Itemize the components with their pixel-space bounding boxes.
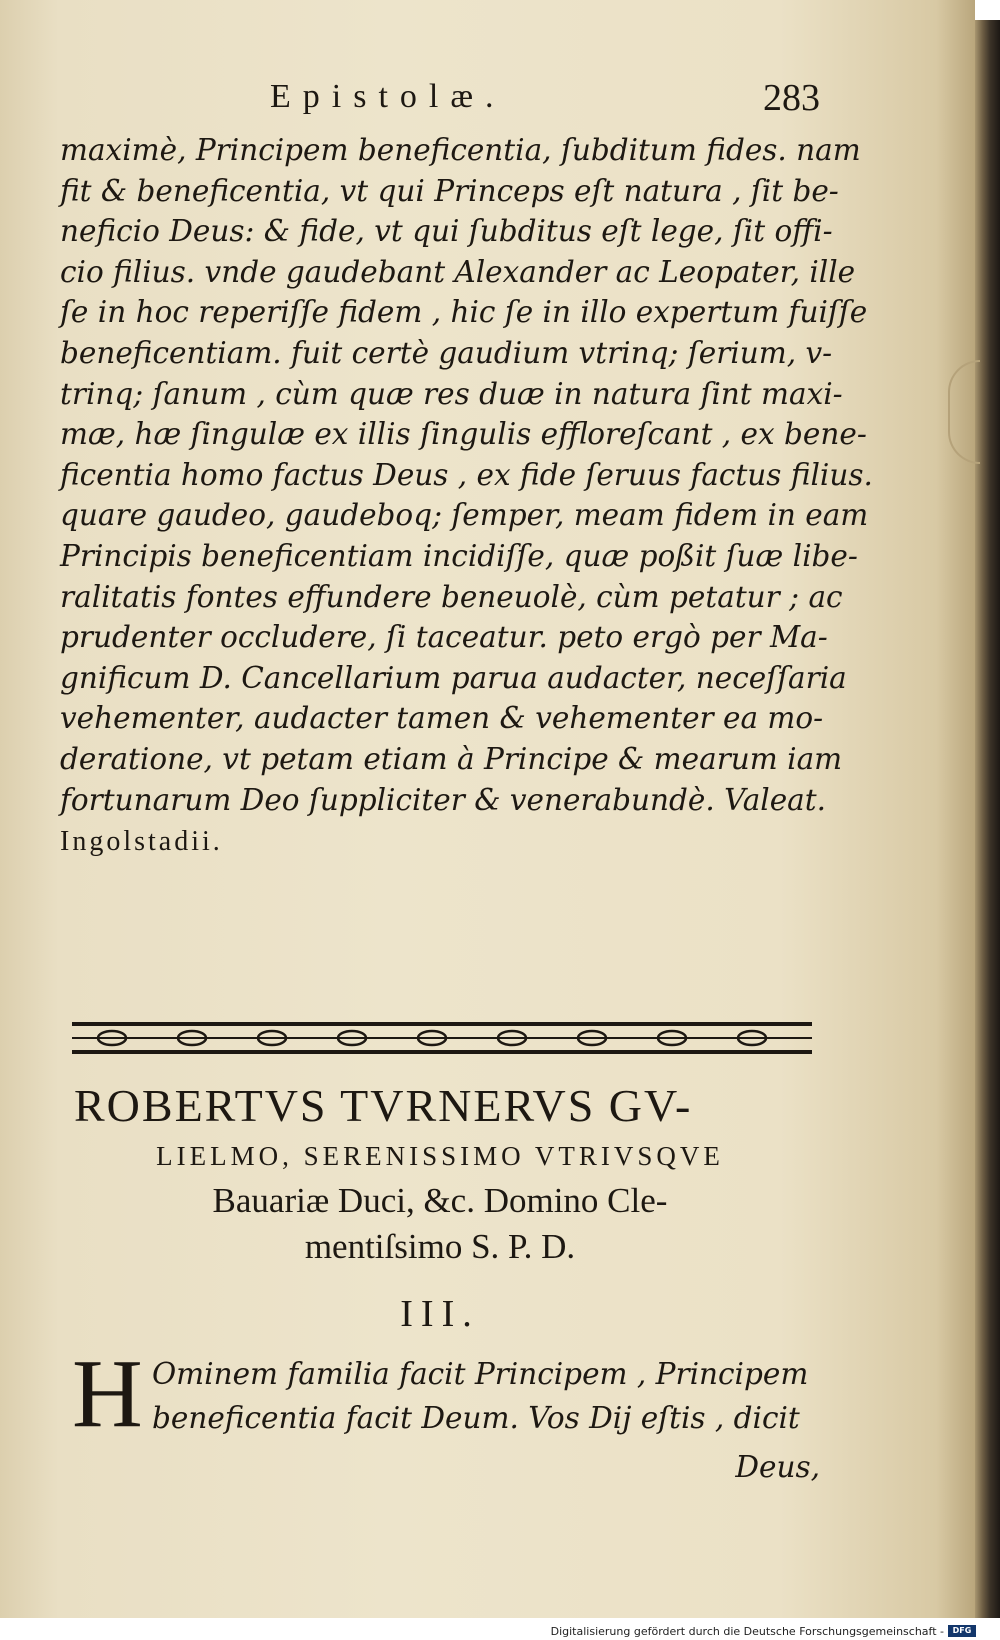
body-line: fortunarum Deo ſuppliciter & venerabundè. Valeat. bbox=[60, 782, 827, 817]
body-line: Principis beneficentiam incidiſſe, quæ poßit ſuæ libe- bbox=[60, 538, 858, 573]
heading-line: mentiſsimo S. P. D. bbox=[304, 1227, 576, 1266]
body-line: gnificum D. Cancellarium parua audacter, neceſſaria bbox=[60, 660, 847, 695]
letter-number: III. bbox=[400, 1293, 480, 1335]
main-text-block bbox=[60, 70, 873, 863]
heading-line: ROBERTVS TVRNERVS GV- bbox=[74, 1080, 693, 1131]
body-line: deratione, vt petam etiam à Principe & mearum iam bbox=[60, 741, 843, 776]
body-line: neficio Deus: & fide, vt qui ſubditus eſt lege, ſit offi- bbox=[60, 214, 833, 249]
body-line: beneficentiam. fuit certè gaudium vtrinq; ſerium, v- bbox=[60, 335, 833, 370]
body-line: fit & beneficentia, vt qui Princeps eſt natura , ſit be- bbox=[60, 173, 839, 208]
body-line: prudenter occludere, ſi taceatur. peto ergò per Ma- bbox=[60, 620, 828, 655]
body-line: vehementer, audacter tamen & vehementer ea mo- bbox=[60, 701, 824, 736]
body-line: quare gaudeo, gaudeboq; ſemper, meam fidem in eam bbox=[60, 498, 869, 533]
letter-line: Ominem familia facit Principem , Principem bbox=[152, 1357, 809, 1391]
running-head bbox=[60, 70, 820, 130]
heading-line: Bauariæ Duci, &c. Domino Cle- bbox=[212, 1181, 668, 1220]
body-line: maximè, Principem beneficentia, ſubditum fides. nam bbox=[60, 133, 861, 167]
running-head-title: Epistolæ. bbox=[270, 78, 506, 115]
digitization-credit: Digitalisierung gefördert durch die Deutsche Forschungsgemeinschaft - bbox=[550, 1625, 944, 1638]
ornamental-divider bbox=[72, 1020, 812, 1056]
body-line: trinq; ſanum , cùm quæ res duæ in natura ſint maxi- bbox=[60, 376, 843, 411]
body-line: cio filius. vnde gaudebant Alexander ac Leopater, ille bbox=[60, 254, 856, 289]
page-edge bbox=[975, 20, 1000, 1618]
body-line: ſe in hoc reperiſſe fidem , hic ſe in illo expertum fuiſſe bbox=[60, 295, 868, 330]
letter-line: beneficentia facit Deum. Vos Dij eſtis , dicit bbox=[152, 1401, 800, 1435]
body-line: ficentia homo factus Deus , ex fide ſeruus factus filius. bbox=[60, 457, 873, 492]
dfg-logo: DFG bbox=[948, 1625, 976, 1637]
body-paragraph bbox=[60, 130, 873, 863]
catchword: Deus, bbox=[735, 1450, 820, 1484]
page-edge-tab bbox=[948, 360, 980, 464]
body-line: mæ, hæ ſingulæ ex illis ſingulis effloreſcant , ex bene- bbox=[60, 417, 867, 452]
place-line: Ingolstadii. bbox=[60, 826, 223, 858]
letter-body bbox=[72, 1340, 820, 1484]
page-number: 283 bbox=[763, 77, 820, 119]
heading-line: LIELMO, SERENISSIMO VTRIVSQVE bbox=[156, 1141, 724, 1171]
body-line: ralitatis fontes effundere beneuolè, cùm petatur ; ac bbox=[60, 579, 843, 614]
drop-cap: H bbox=[72, 1340, 143, 1448]
letter-heading bbox=[60, 1078, 820, 1270]
